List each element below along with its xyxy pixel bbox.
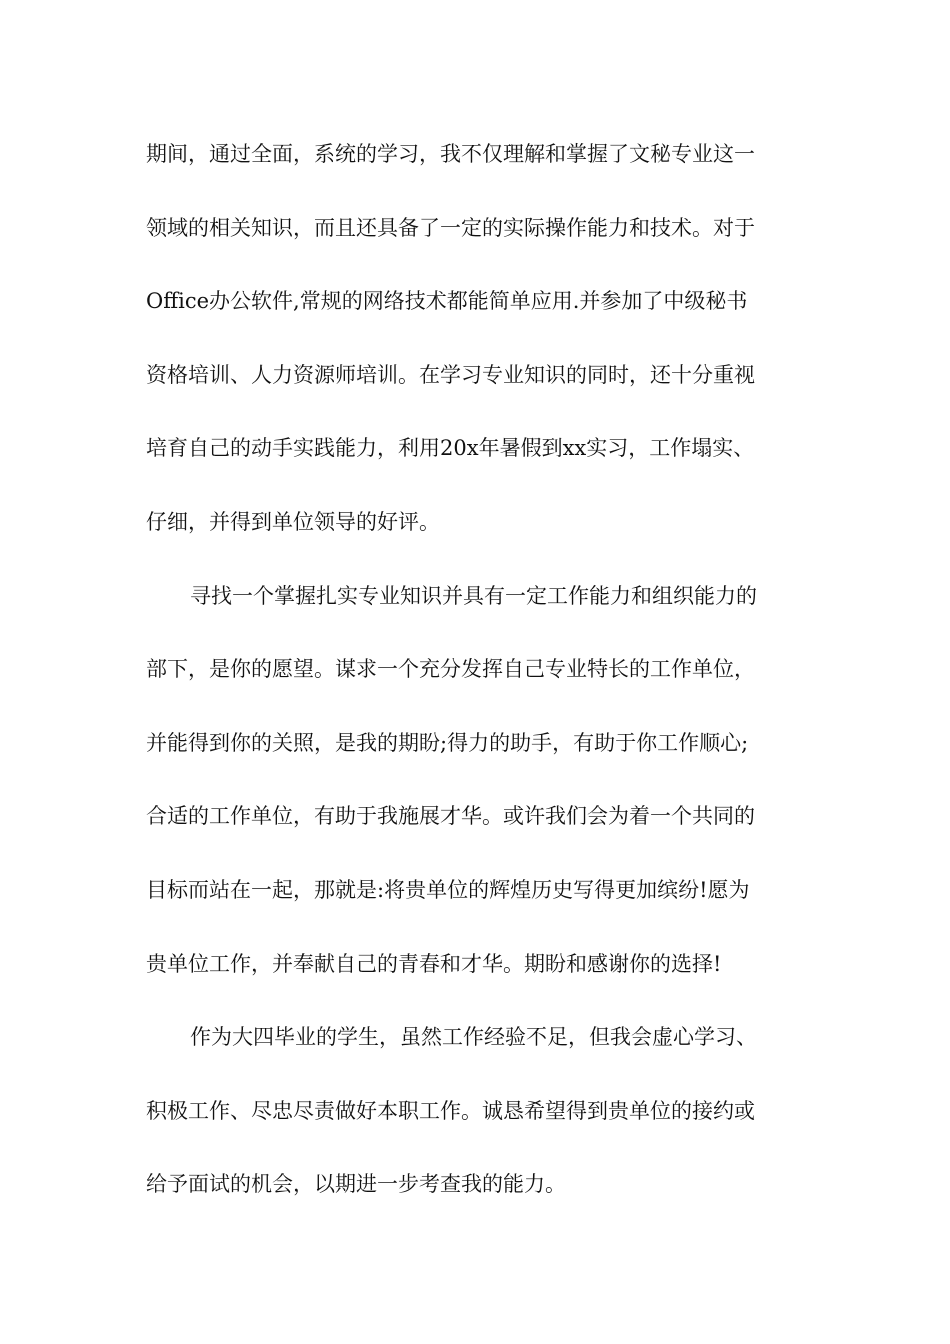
text-line: 部下，是你的愿望。谋求一个充分发挥自己专业特长的工作单位， (146, 657, 755, 682)
text-line: 期间，通过全面，系统的学习，我不仅理解和掌握了文秘专业这一 (146, 142, 755, 166)
text-line: 合适的工作单位，有助于我施展才华。或许我们会为着一个共同的 (146, 804, 755, 829)
letter-body (146, 128, 810, 1232)
text-line: 培育自己的动手实践能力，利用20x年暑假到xx实习，工作塌实、 (146, 436, 755, 461)
text-line: 给予面试的机会，以期进一步考查我的能力。 (146, 1172, 566, 1197)
text-line: Office办公软件,常规的网络技术都能简单应用.并参加了中级秘书 (146, 289, 748, 314)
text-line: 并能得到你的关照，是我的期盼;得力的助手，有助于你工作顺心; (146, 730, 749, 755)
text-line: 仔细，并得到单位领导的好评。 (146, 509, 440, 534)
text-line: 贵单位工作，并奉献自己的青春和才华。期盼和感谢你的选择! (146, 951, 722, 976)
text-line: 积极工作、尽忠尽责做好本职工作。诚恳希望得到贵单位的接约或 (146, 1098, 755, 1123)
paragraph-first-line: 作为大四毕业的学生，虽然工作经验不足，但我会虚心学习、 (190, 1025, 757, 1050)
text-line: 资格培训、人力资源师培训。在学习专业知识的同时，还十分重视 (146, 362, 755, 387)
paragraph-first-line: 寻找一个掌握扎实专业知识并具有一定工作能力和组织能力的 (190, 583, 757, 608)
text-line: 领域的相关知识，而且还具备了一定的实际操作能力和技术。对于 (146, 215, 755, 240)
text-line: 目标而站在一起，那就是:将贵单位的辉煌历史写得更加缤纷!愿为 (146, 877, 750, 902)
